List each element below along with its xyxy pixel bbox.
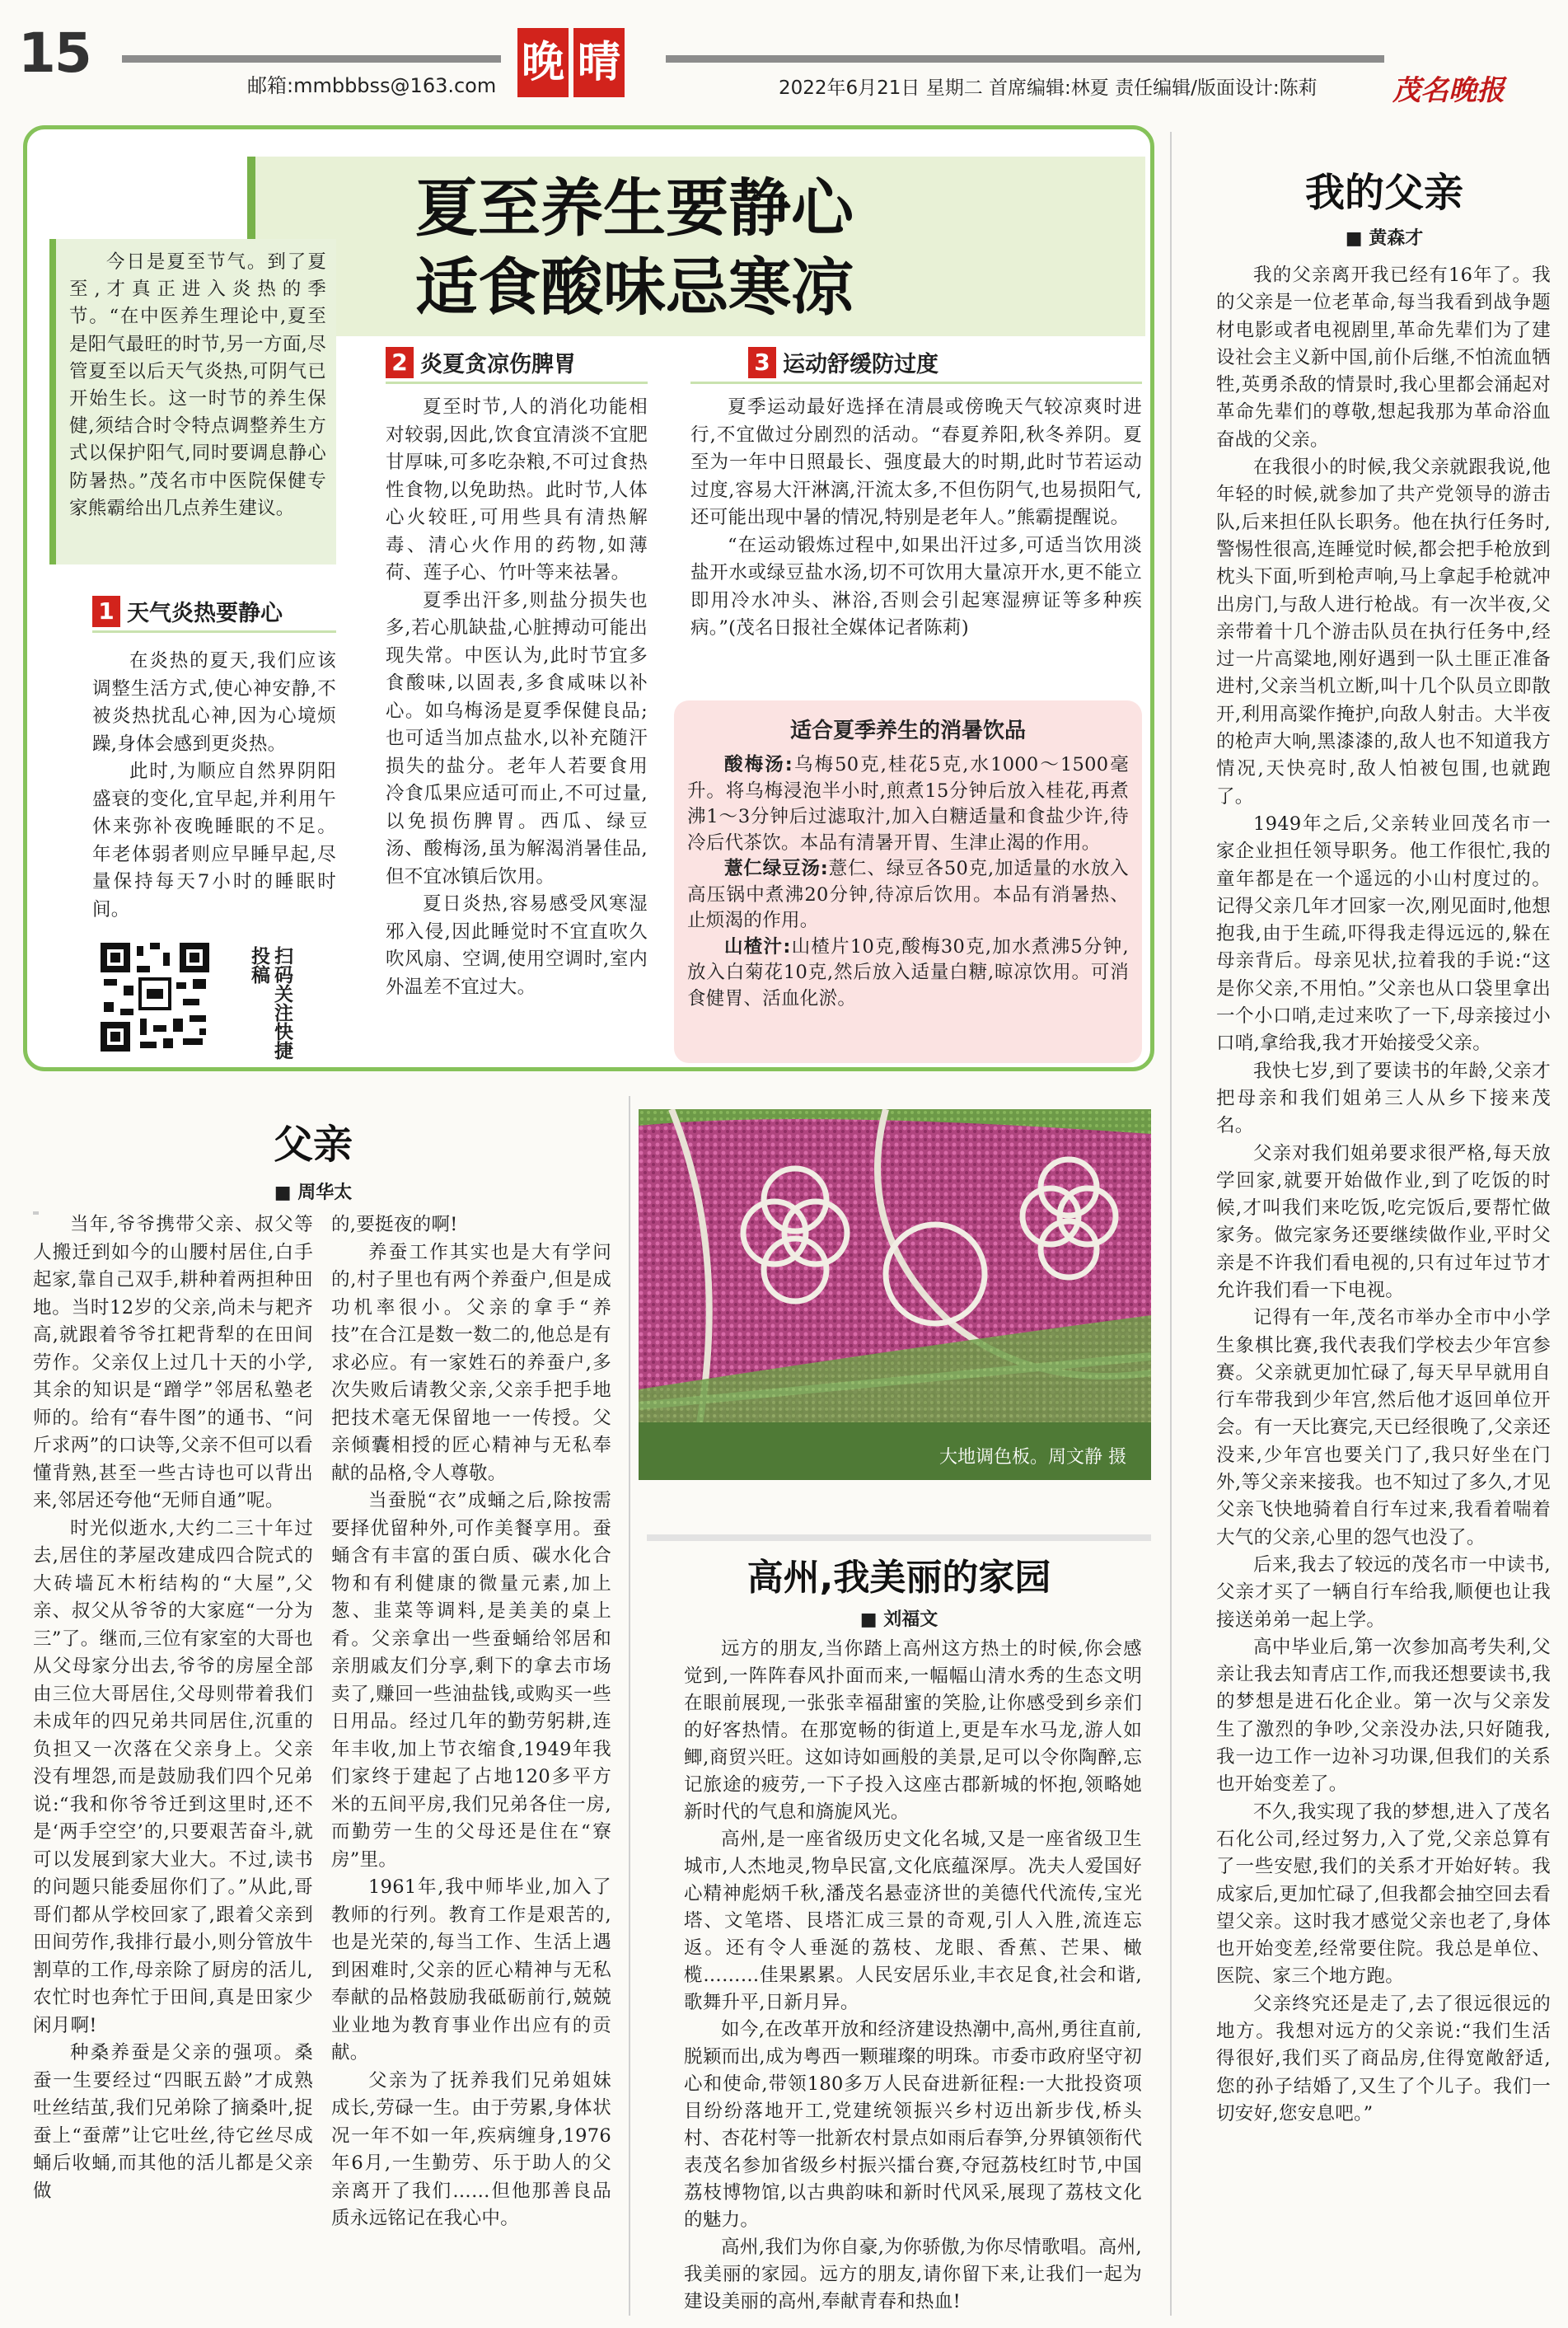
section-1-heading (92, 595, 336, 633)
section-1-para: 此时,为顺应自然界阴阳盛衰的变化,宜早起,并利用午休来弥补夜晚睡眠的不足。年老体弱者则应早睡早起,尽量保持每天7小时的睡眠时间。 (92, 761, 336, 920)
paragraph: 我的父亲离开我已经有16年了。我的父亲是一位老革命,每当我看到战争题材电影或者电视剧里,革命先辈们为了建设社会主义新中国,前仆后继,不怕流血牺牲,英勇杀敌的情景时,我心里都会涌起对革命先辈们的尊敬,想起我那为革命浴血奋战的父亲。 (1216, 265, 1551, 451)
article-my-father-body (1216, 262, 1551, 2128)
section-2-title: 炎夏贪凉伤脾胃 (420, 352, 576, 377)
section-2-para: 夏日炎热,容易感受风寒湿邪入侵,因此睡觉时不宜直吹久吹风扇、空调,使用空调时,室内外温差不宜过大。 (386, 893, 648, 998)
drinks-sidebar (674, 700, 1142, 1063)
paragraph: 1949年之后,父亲转业回茂名市一家企业担任领导职务。他工作很忙,我的童年都是在一个遥远的小山村度过的。记得父亲几年才回家一次,刚见面时,他想抱我,由于生疏,吓得我走得远远的,躲在母亲背后。母亲见状,拉着我的手说:“这是你父亲,不用怕。”父亲也从口袋里拿出一个小口哨,走过来吹了一下,母亲接过小口哨,拿给我,我才开始接受父亲。 (1216, 813, 1551, 1055)
article-father-col-1 (33, 1211, 313, 2205)
newspaper-logo: 茂名晚报 (1392, 74, 1505, 107)
paragraph: 1961年,我中师毕业,加入了教师的行列。教育工作是艰苦的,也是光荣的,每当工作、生活上遇到困难时,父亲的匠心精神与无私奉献的品格鼓励我砥砺前行,兢兢业业地为教育事业作出应有的贡献。 (331, 1876, 611, 2063)
qr-code[interactable] (97, 939, 213, 1055)
qr-code-icon (97, 939, 213, 1055)
drink-name: 酸梅汤: (724, 754, 793, 775)
section-char-1: 晚 (517, 28, 569, 97)
qr-caption: 扫码关注快捷投稿 (248, 946, 293, 1060)
paragraph: 不久,我实现了我的梦想,进入了茂名石化公司,经过努力,入了党,父亲总算有了一些安慰,我们的关系才开始好转。我成家后,更加忙碌了,但我都会抽空回去看望父亲。这时我才感觉父亲也老了,身体也开始变差,经常要住院。我总是单位、医院、家三个地方跑。 (1216, 1801, 1551, 1988)
drink-name: 山楂汁: (724, 935, 791, 958)
drink-item (687, 934, 1129, 1013)
article-title-father: 父亲 (273, 1122, 353, 1168)
byline-father: ■ 周华太 (222, 1178, 404, 1204)
section-3-para: “在运动锻炼过程中,如果出汗过多,可适当饮用淡盐开水或绿豆盐水汤,切不可饮用大量凉开水,更不能立即用冷水冲头、淋浴,否则会引起寒湿痹证等多种疾病。”(茂名日报社全媒体记者陈莉) (690, 534, 1142, 639)
drink-text: 薏仁、绿豆各50克,加适量的水放入高压锅中煮沸20分钟,待凉后饮用。本品有消暑热、止烦渴的作用。 (687, 858, 1129, 931)
health-title (247, 169, 1022, 327)
section-1-title: 天气炎热要静心 (127, 601, 283, 626)
photo-caption: 大地调色板。周文静 摄 (939, 1447, 1126, 1468)
header-info: 2022年6月21日 星期二 首席编辑:林夏 责任编辑/版面设计:陈莉 (779, 77, 1318, 99)
section-1-number: 1 (92, 596, 120, 627)
section-2-para: 夏至时节,人的消化功能相对较弱,因此,饮食宜清淡不宜肥甘厚味,可多吃杂粮,不可过食热性食物,以免助热。此时节,人体心火较旺,可用些具有清热解毒、清心火作用的药物,如薄荷、莲子心、竹叶等来祛暑。 (386, 396, 648, 583)
drink-text: 乌梅50克,桂花5克,水1000～1500毫升。将乌梅浸泡半小时,煎煮15分钟后放入桂花,再煮沸1～3分钟后过滤取汁,加入白糖适量和食盐少许,待冷后代茶饮。本品有清暑开胃、生津止渴的作用。 (687, 754, 1129, 854)
paragraph: 父亲终究还是走了,去了很远很远的地方。我想对远方的父亲说:“我们生活得很好,我们买了商品房,住得宽敞舒适,您的孙子结婚了,又生了个儿子。我们一切安好,您安息吧。” (1216, 1993, 1551, 2124)
aerial-flowers-icon (639, 1109, 1151, 1480)
lead-paragraph (49, 239, 336, 564)
paragraph: 在我很小的时候,我父亲就跟我说,他年轻的时候,就参加了共产党领导的游击队,后来担任队长职务。他在执行任务时,警惕性很高,连睡觉时候,都会把手枪放到枕头下面,听到枪声响,马上拿起手枪就冲出房门,与敌人进行枪战。有一次半夜,父亲带着十几个游击队员在执行任务中,经过一片高粱地,刚好遇到一队土匪正准备进村,父亲当机立断,叫十几个队员立即散开,利用高粱作掩护,向敌人射击。大半夜的枪声大响,黑漆漆的,敌人也不知道我方情况,天快亮时,敌人怕被包围,也就跑了。 (1216, 457, 1551, 808)
section-1 (92, 595, 336, 924)
drinks-title: 适合夏季养生的消暑饮品 (789, 719, 1026, 743)
paragraph: 我快七岁,到了要读书的年龄,父亲才把母亲和我们姐弟三人从乡下接来茂名。 (1216, 1060, 1551, 1137)
paragraph: 父亲对我们姐弟要求很严格,每天放学回家,就要开始做作业,到了吃饭的时候,才叫我们来吃饭,吃完饭后,要帮忙做家务。做完家务还要继续做作业,平时父亲是不许我们看电视的,只有过年过节才允许我们看一下电视。 (1216, 1142, 1551, 1301)
paragraph: 养蚕工作其实也是大有学问的,村子里也有两个养蚕户,但是成功机率很小。父亲的拿手“养技”在合江是数一数二的,他总是有求必应。有一家姓石的养蚕户,多次失败后请教父亲,父亲手把手地把技术毫无保留地一一传授。父亲倾囊相授的匠心精神与无私奉献的品格,令人尊敬。 (331, 1241, 611, 1484)
section-2-number: 2 (386, 347, 414, 378)
header-email[interactable]: 邮箱:mmbbbss@163.com (247, 74, 497, 97)
paragraph: 记得有一年,茂名市举办全市中小学生象棋比赛,我代表我们学校去少年宫参赛。父亲就更加忙碌了,每天早早就用自行车带我到少年宫,然后他才返回单位开会。有一天比赛完,天已经很晚了,父亲还没来,少年宫也要关门了,我只好坐在门外,等父亲来接我。也不知过了多久,才见父亲飞快地骑着自行车过来,我看着喘着大气的父亲,心里的怨气也没了。 (1216, 1307, 1551, 1548)
drink-name: 薏仁绿豆汤: (724, 858, 829, 879)
paragraph: 当年,爷爷携带父亲、叔父等人搬迁到如今的山腰村居住,白手起家,靠自己双手,耕种着两担种田地。当时12岁的父亲,尚未与耙齐高,就跟着爷爷扛耙背犁的在田间劳作。父亲仅上过几十天的小学,其余的知识是“蹭学”邻居私塾老师的。给有“春牛图”的通书、“问斤求两”的口诀等,父亲不但可以看懂背熟,甚至一些古诗也可以背出来,邻居还夸他“无师自通”呢。 (33, 1214, 313, 1511)
drink-item (687, 856, 1129, 934)
section-3-number: 3 (748, 347, 776, 378)
section-2-para: 夏季出汗多,则盐分损失也多,若心肌缺盐,心脏搏动可能出现失常。中医认为,此时节宜多食酸味,以固表,多食咸味以补心。如乌梅汤是夏季保健良品;也可适当加点盐水,以补充随汗损失的盐分。老年人若要食用冷食瓜果应适可而止,不可过量,以免损伤脾胃。西瓜、绿豆汤、酸梅汤,虽为解渴消暑佳品,但不宜冰镇后饮用。 (386, 589, 648, 888)
header-rule-left (122, 55, 501, 63)
paragraph: 高州,是一座省级历史文化名城,又是一座省级卫生城市,人杰地灵,物阜民富,文化底蕴深厚。冼夫人爱国好心精神彪炳千秋,潘茂名悬壶济世的美德代代流传,宝光塔、文笔塔、艮塔汇成三景的奇观,引人入胜,流连忘返。还有令人垂涎的荔枝、龙眼、香蕉、芒果、橄榄………佳果累累。人民安居乐业,丰衣足食,社会和谐,歌舞升平,日新月异。 (684, 1829, 1142, 2013)
column-divider (1170, 132, 1172, 2316)
paragraph: 父亲为了抚养我们兄弟姐妹成长,劳碌一生。由于劳累,身体状况一年不如一年,疾病缠身,1976年6月,一生勤劳、乐于助人的父亲离开了我们……但他那善良品质永远铭记在我心中。 (331, 2069, 611, 2229)
section-3 (690, 346, 1142, 643)
paragraph: 后来,我去了较远的茂名市一中读书,父亲才买了一辆自行车给我,顺便也让我接送弟弟一起上学。 (1216, 1553, 1551, 1631)
byline-my-father: ■ 黄森才 (1211, 224, 1557, 250)
title-line-1: 夏至养生要静心 (415, 171, 854, 245)
flower-field-photo[interactable] (639, 1109, 1151, 1480)
section-char-2: 晴 (573, 28, 625, 97)
section-3-heading (690, 346, 1142, 384)
paragraph: 时光似逝水,大约二三十年过去,居住的茅屋改建成四合院式的大砖墙瓦木桁结构的“大屋”,父亲、叔父从爷爷的大家庭“一分为三”了。继而,三位有家室的大哥也从父母家分出去,爷爷的房屋全部由三位大哥居住,父母则带着我们未成年的四兄弟共同居住,沉重的负担又一次落在父亲身上。父亲没有埋怨,而是鼓励我们四个兄弟说:“我和你爷爷迁到这里时,还不是‘两手空空’的,只要艰苦奋斗,就可以发展到家大业大。不过,读书的问题只能委屈你们了。”从此,哥哥们都从学校回家了,跟着父亲到田间劳作,我排行最小,则分管放牛割草的工作,母亲除了厨房的活儿,农忙时也奔忙于田间,真是田家少闲月啊! (33, 1517, 313, 2036)
paragraph: 当蚕脱“衣”成蛹之后,除按需要择优留种外,可作美餐享用。蚕蛹含有丰富的蛋白质、碳水化合物和有利健康的微量元素,加上葱、韭菜等调料,是美美的桌上肴。父亲拿出一些蚕蛹给邻居和亲朋戚友们分享,剩下的拿去市场卖了,赚回一些油盐钱,或购买一些日用品。经过几年的勤劳躬耕,连年丰收,加上节衣缩食,1949年我们家终于建起了占地120多平方米的五间平房,我们兄弟各住一房,而勤劳一生的父母还是住在“寮房”里。 (331, 1490, 611, 1871)
paragraph: 远方的朋友,当你踏上高州这方热土的时候,你会感觉到,一阵阵春风扑面而来,一幅幅山清水秀的生态文明在眼前展现,一张张幸福甜蜜的笑脸,让你感受到乡亲们的好客热情。在那宽畅的街道上,更是车水马龙,游人如鲫,商贸兴旺。这如诗如画般的美景,足可以令你陶醉,忘记旅途的疲劳,一下子投入这座古郡新城的怀抱,领略她新时代的气息和旖旎风光。 (684, 1638, 1142, 1823)
section-3-para: 夏季运动最好选择在清晨或傍晚天气较凉爽时进行,不宜做过分剧烈的活动。“春夏养阳,秋冬养阴。夏至为一年中日照最长、强度最大的时期,此时节若运动过度,容易大汗淋漓,汗流太多,不但伤阴气,也易损阳气,还可能出现中暑的情况,特别是老年人。”熊霸提醒说。 (690, 396, 1142, 528)
section-2 (386, 346, 648, 1001)
article-title-gaozhou: 高州,我美丽的家园 (747, 1557, 1051, 1599)
article-gaozhou-body (684, 1636, 1142, 2316)
lead-text: 今日是夏至节气。到了夏至,才真正进入炎热的季节。“在中医养生理论中,夏至是阳气最旺的时节,另一方面,尽管夏至以后天气炎热,可阴气已开始生长。这一时节的养生保健,须结合时令特点调整养生方式以保护阳气,同时要调息静心防暑热。”茂名市中医院保健专家熊霸给出几点养生建议。 (69, 251, 326, 519)
title-line-2: 适食酸味忌寒凉 (415, 251, 854, 324)
article-father-col-2 (331, 1211, 611, 2233)
paragraph: 种桑养蚕是父亲的强项。桑蚕一生要经过“四眠五龄”才成熟吐丝结茧,我们兄弟除了摘桑叶,捉蚕上“蚕蓆”让它吐丝,待它丝尽成蛹后收蛹,而其他的活儿都是父亲做 (33, 2042, 313, 2202)
section-1-para: 在炎热的夏天,我们应该调整生活方式,使心神安静,不被炎热扰乱心神,因为心境烦躁,身体会感到更炎热。 (92, 650, 336, 755)
byline-gaozhou: ■ 刘福文 (647, 1605, 1151, 1631)
paragraph: 高中毕业后,第一次参加高考失利,父亲让我去知青店工作,而我还想要读书,我的梦想是进石化企业。第一次与父亲发生了激烈的争吵,父亲没办法,只好随我,我一边工作一边补习功课,但我们的关系也开始变差了。 (1216, 1636, 1551, 1796)
column-divider (629, 1096, 630, 2316)
section-label (517, 28, 625, 97)
paragraph: 高州,我们为你自豪,为你骄傲,为你尽情歌唱。高州,我美丽的家园。远方的朋友,请你留下来,让我们一起为建设美丽的高州,奉献青春和热血! (684, 2237, 1142, 2312)
paragraph: 的,要挺夜的啊! (331, 1214, 458, 1235)
header-rule-right (666, 55, 1384, 63)
paragraph: 如今,在改革开放和经济建设热潮中,高州,勇往直前,脱颖而出,成为粤西一颗璀璨的明珠。市委市政府坚守初心和使命,带领180多万人民奋进新征程:一大批投资项目纷纷落地开工,党建统领振兴乡村迈出新步伐,桥头村、杏花村等一批新农村景点如雨后春笋,分界镇领衔代表茂名参加省级乡村振兴擂台赛,夺冠荔枝红时节,中国荔枝博物馆,以古典韵味和新时代风采,展现了荔枝文化的魅力。 (684, 2019, 1142, 2231)
section-3-title: 运动舒缓防过度 (783, 352, 938, 377)
drink-item (687, 752, 1129, 856)
article-title-my-father: 我的父亲 (1304, 170, 1463, 216)
page-number: 15 (18, 21, 91, 85)
section-2-heading (386, 346, 648, 384)
drink-text: 山楂片10克,酸梅30克,加水煮沸5分钟,放入白菊花10克,然后放入适量白糖,晾凉饮用。可消食健胃、活血化淤。 (687, 935, 1129, 1009)
gaozhou-top-rule (647, 1534, 1151, 1541)
